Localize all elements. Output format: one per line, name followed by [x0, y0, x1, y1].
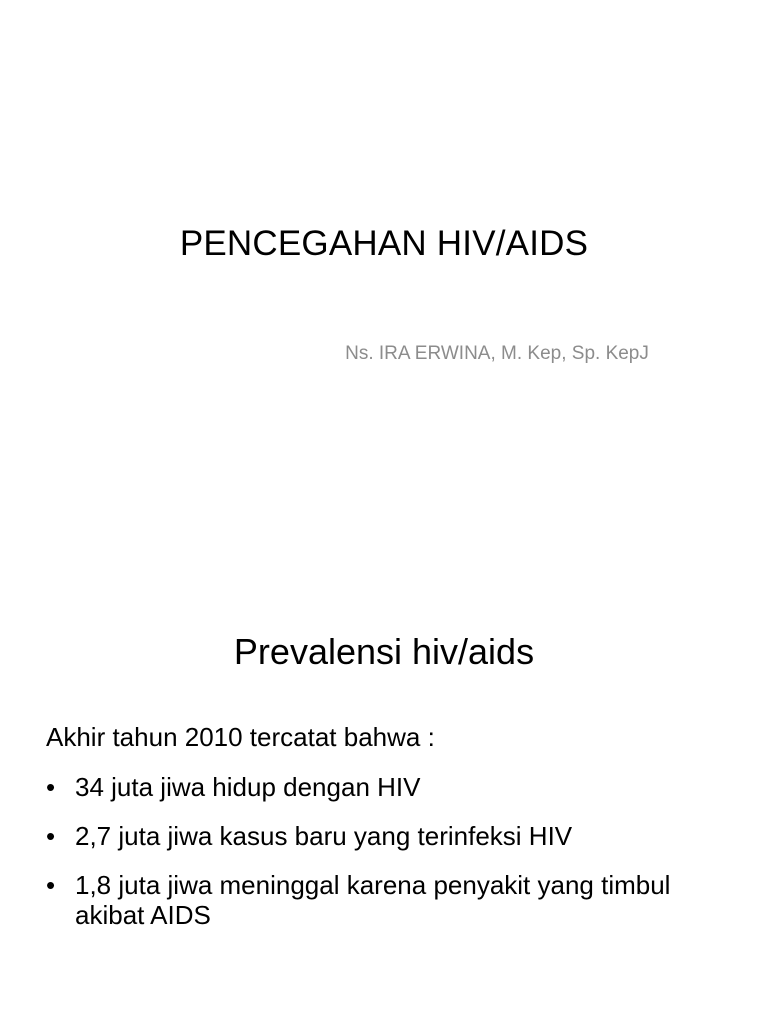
slide-body [46, 722, 736, 949]
bullet-list [46, 772, 736, 930]
list-item [46, 870, 736, 930]
bullet-icon: • [46, 821, 56, 851]
list-item-text: 2,7 juta jiwa kasus baru yang terinfeksi HIV [75, 821, 573, 851]
slide-prevalence [0, 512, 768, 1024]
intro-text: Akhir tahun 2010 tercatat bahwa : [46, 722, 435, 752]
author-subtitle: Ns. IRA ERWINA, M. Kep, Sp. KepJ [345, 343, 649, 364]
list-item [46, 821, 736, 851]
bullet-icon: • [46, 870, 56, 900]
bullet-icon: • [46, 772, 56, 802]
list-item [46, 772, 736, 802]
list-item-text: 1,8 juta jiwa meninggal karena penyakit yang timbul akibat AIDS [75, 870, 671, 930]
slide-heading: Prevalensi hiv/aids [233, 631, 535, 672]
page-title: PENCEGAHAN HIV/AIDS [179, 224, 589, 263]
list-item-text: 34 juta jiwa hidup dengan HIV [75, 772, 421, 802]
